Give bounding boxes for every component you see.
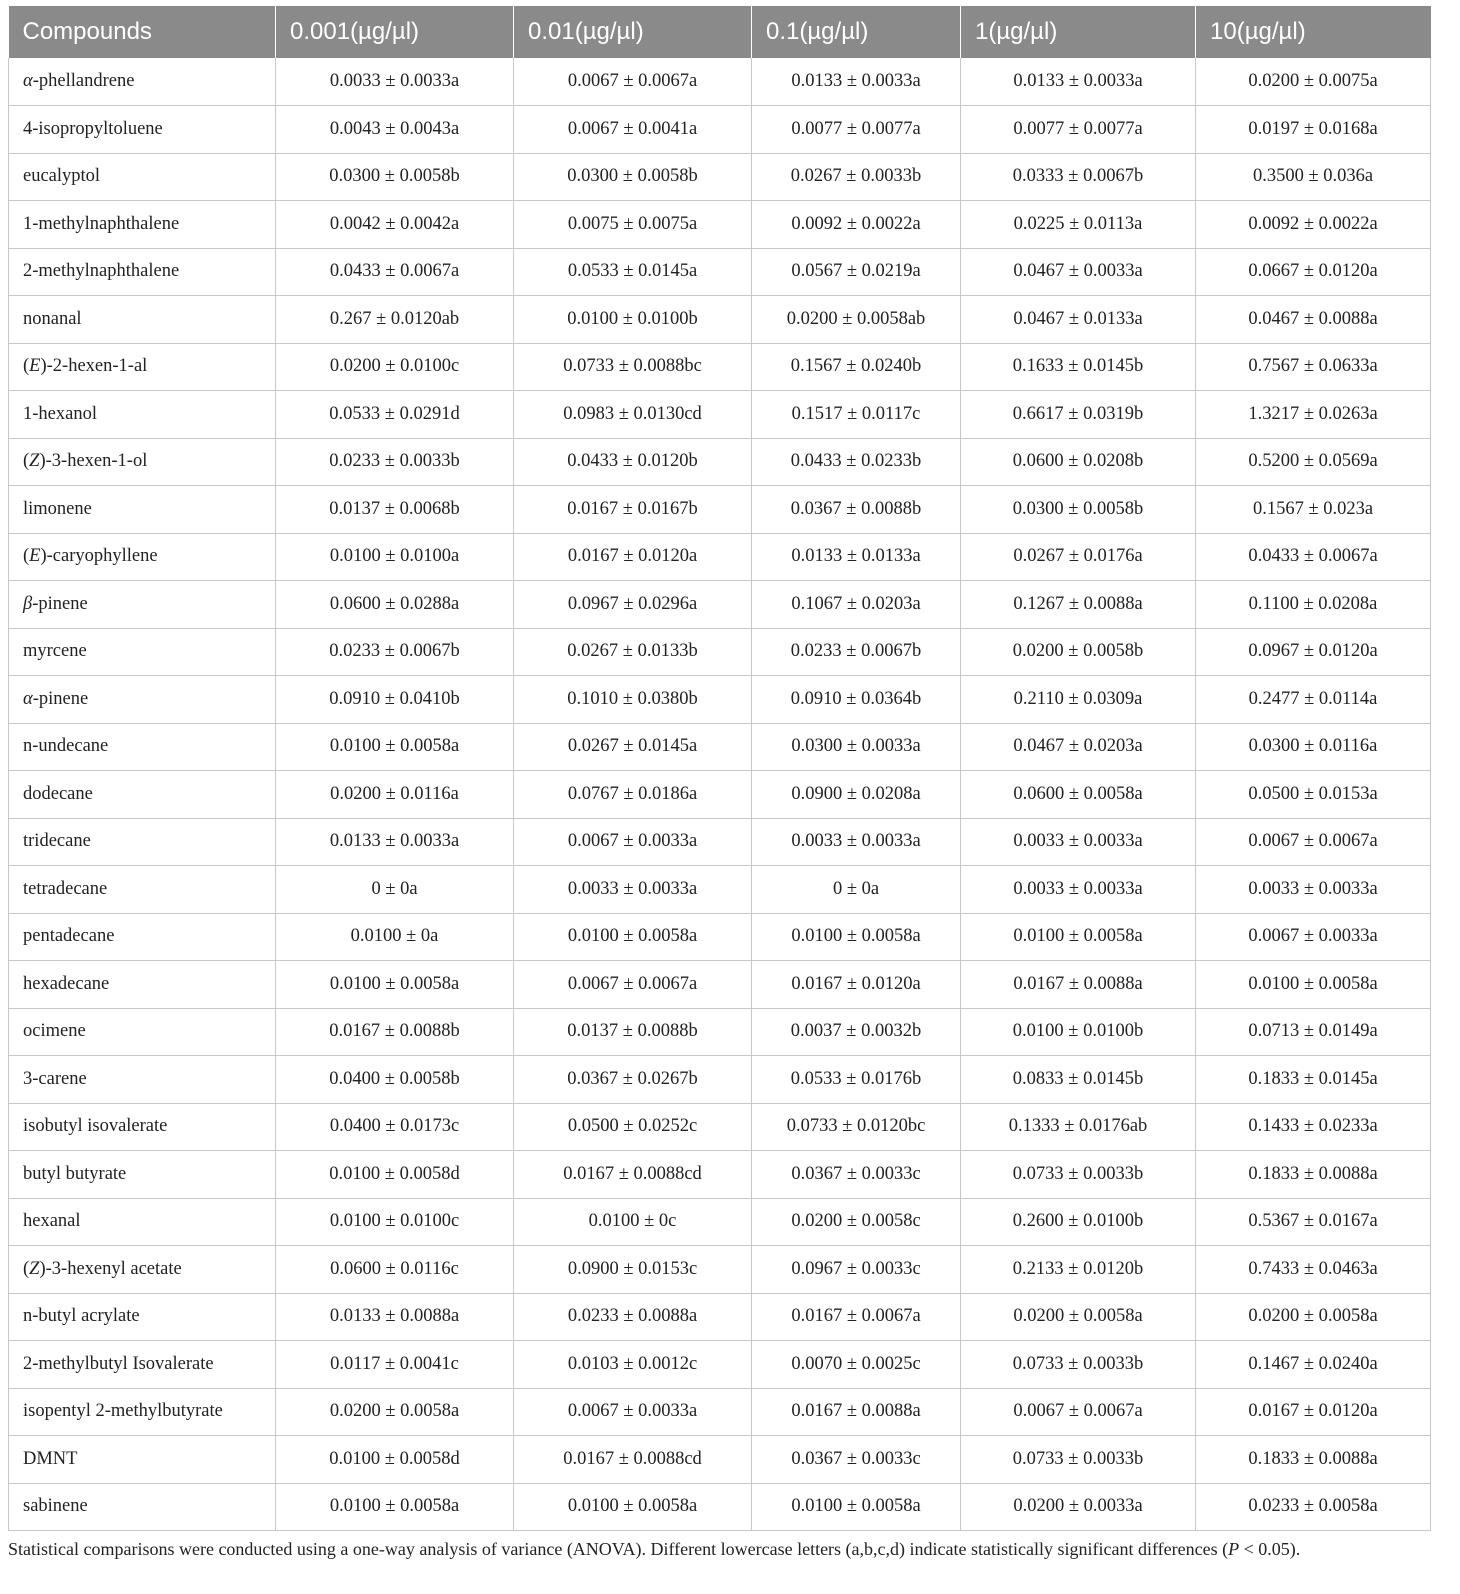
compound-name-cell: pentadecane (9, 913, 276, 961)
value-cell: 0.0367 ± 0.0033c (752, 1436, 961, 1484)
value-cell: 0.0167 ± 0.0120a (752, 961, 961, 1009)
value-cell: 0.0033 ± 0.0033a (276, 58, 514, 106)
value-cell: 0.1567 ± 0.023a (1196, 486, 1431, 534)
value-cell: 0.0037 ± 0.0032b (752, 1008, 961, 1056)
value-cell: 0.6617 ± 0.0319b (961, 391, 1196, 439)
value-cell: 0.0067 ± 0.0041a (514, 106, 752, 154)
table-row (9, 1056, 1431, 1104)
value-cell: 0.0533 ± 0.0176b (752, 1056, 961, 1104)
value-cell: 0.0300 ± 0.0058b (961, 486, 1196, 534)
value-cell: 0.1833 ± 0.0088a (1196, 1151, 1431, 1199)
value-cell: 1.3217 ± 0.0263a (1196, 391, 1431, 439)
value-cell: 0.0200 ± 0.0075a (1196, 58, 1431, 106)
value-cell: 0.0067 ± 0.0067a (514, 961, 752, 1009)
value-cell: 0.1833 ± 0.0088a (1196, 1436, 1431, 1484)
table-row (9, 581, 1431, 629)
value-cell: 0.0733 ± 0.0033b (961, 1341, 1196, 1389)
table-row (9, 1388, 1431, 1436)
value-cell: 0.0100 ± 0.0058a (276, 961, 514, 1009)
table-row (9, 866, 1431, 914)
value-cell: 0.0433 ± 0.0233b (752, 438, 961, 486)
value-cell: 0.0767 ± 0.0186a (514, 771, 752, 819)
value-cell: 0.0600 ± 0.0208b (961, 438, 1196, 486)
value-cell: 0.0267 ± 0.0145a (514, 723, 752, 771)
value-cell: 0.0300 ± 0.0033a (752, 723, 961, 771)
value-cell: 0.5367 ± 0.0167a (1196, 1198, 1431, 1246)
value-cell: 0.0900 ± 0.0153c (514, 1246, 752, 1294)
compound-name-cell: limonene (9, 486, 276, 534)
compound-name-cell: 2-methylbutyl Isovalerate (9, 1341, 276, 1389)
table-row (9, 1103, 1431, 1151)
value-cell: 0.0033 ± 0.0033a (1196, 866, 1431, 914)
table-row (9, 1008, 1431, 1056)
compound-name-cell: (E)-caryophyllene (9, 533, 276, 581)
table-row (9, 58, 1431, 106)
value-cell: 0.0133 ± 0.0088a (276, 1293, 514, 1341)
value-cell: 0.0433 ± 0.0067a (1196, 533, 1431, 581)
value-cell: 0.0067 ± 0.0067a (961, 1388, 1196, 1436)
table-row (9, 1151, 1431, 1199)
value-cell: 0.0200 ± 0.0058a (276, 1388, 514, 1436)
value-cell: 0.0167 ± 0.0088b (276, 1008, 514, 1056)
value-cell: 0.0267 ± 0.0133b (514, 628, 752, 676)
value-cell: 0.0100 ± 0.0058a (276, 723, 514, 771)
value-cell: 0.2110 ± 0.0309a (961, 676, 1196, 724)
value-cell: 0.0100 ± 0.0058a (514, 1483, 752, 1531)
table-row (9, 723, 1431, 771)
value-cell: 0.0137 ± 0.0088b (514, 1008, 752, 1056)
value-cell: 0.2600 ± 0.0100b (961, 1198, 1196, 1246)
value-cell: 0.0167 ± 0.0088cd (514, 1151, 752, 1199)
value-cell: 0.0067 ± 0.0033a (514, 1388, 752, 1436)
value-cell: 0.0067 ± 0.0067a (1196, 818, 1431, 866)
value-cell: 0.0100 ± 0.0058a (276, 1483, 514, 1531)
compound-name-cell: 1-hexanol (9, 391, 276, 439)
table-row (9, 628, 1431, 676)
compound-name-cell: 2-methylnaphthalene (9, 248, 276, 296)
compound-name-cell: 4-isopropyltoluene (9, 106, 276, 154)
value-cell: 0.0233 ± 0.0088a (514, 1293, 752, 1341)
value-cell: 0.1517 ± 0.0117c (752, 391, 961, 439)
value-cell: 0.1333 ± 0.0176ab (961, 1103, 1196, 1151)
value-cell: 0.0200 ± 0.0058c (752, 1198, 961, 1246)
compound-name-cell: nonanal (9, 296, 276, 344)
value-cell: 0.0100 ± 0.0058a (961, 913, 1196, 961)
value-cell: 0.0533 ± 0.0145a (514, 248, 752, 296)
value-cell: 0 ± 0a (276, 866, 514, 914)
value-cell: 0.0733 ± 0.0120bc (752, 1103, 961, 1151)
value-cell: 0.0910 ± 0.0364b (752, 676, 961, 724)
compound-name-cell: α-pinene (9, 676, 276, 724)
value-cell: 0.1433 ± 0.0233a (1196, 1103, 1431, 1151)
compound-name-cell: eucalyptol (9, 153, 276, 201)
value-cell: 0.0100 ± 0.0100b (961, 1008, 1196, 1056)
header-conc-0001: 0.001(µg/µl) (276, 6, 514, 58)
value-cell: 0.7567 ± 0.0633a (1196, 343, 1431, 391)
value-cell: 0.0067 ± 0.0033a (1196, 913, 1431, 961)
value-cell: 0.0200 ± 0.0116a (276, 771, 514, 819)
value-cell: 0.0500 ± 0.0153a (1196, 771, 1431, 819)
table-row (9, 391, 1431, 439)
value-cell: 0.0400 ± 0.0173c (276, 1103, 514, 1151)
value-cell: 0.0467 ± 0.0133a (961, 296, 1196, 344)
compound-name-cell: isopentyl 2-methylbutyrate (9, 1388, 276, 1436)
value-cell: 0.0075 ± 0.0075a (514, 201, 752, 249)
compound-name-cell: 1-methylnaphthalene (9, 201, 276, 249)
value-cell: 0.1267 ± 0.0088a (961, 581, 1196, 629)
value-cell: 0.0967 ± 0.0033c (752, 1246, 961, 1294)
table-row (9, 771, 1431, 819)
value-cell: 0.0333 ± 0.0067b (961, 153, 1196, 201)
value-cell: 0.0077 ± 0.0077a (752, 106, 961, 154)
compound-name-cell: DMNT (9, 1436, 276, 1484)
table-header (9, 6, 1431, 58)
compound-name-cell: hexadecane (9, 961, 276, 1009)
table-footnote: Statistical comparisons were conducted using a one-way analysis of variance (ANOVA). Different lowercase letters (a,b,c,d) indicate statistically significant differences (P < 0.05). (8, 1539, 1301, 1559)
value-cell: 0.0733 ± 0.0033b (961, 1436, 1196, 1484)
value-cell: 0.0133 ± 0.0133a (752, 533, 961, 581)
value-cell: 0.0733 ± 0.0088bc (514, 343, 752, 391)
value-cell: 0.1067 ± 0.0203a (752, 581, 961, 629)
header-compounds: Compounds (9, 6, 276, 58)
value-cell: 0.7433 ± 0.0463a (1196, 1246, 1431, 1294)
value-cell: 0.0300 ± 0.0116a (1196, 723, 1431, 771)
compound-name-cell: tridecane (9, 818, 276, 866)
value-cell: 0.0167 ± 0.0167b (514, 486, 752, 534)
value-cell: 0.0167 ± 0.0088cd (514, 1436, 752, 1484)
compound-name-cell: (Z)-3-hexenyl acetate (9, 1246, 276, 1294)
table-row (9, 486, 1431, 534)
compounds-table (8, 6, 1431, 1531)
compound-name-cell: (E)-2-hexen-1-al (9, 343, 276, 391)
value-cell: 0.0043 ± 0.0043a (276, 106, 514, 154)
value-cell: 0.0667 ± 0.0120a (1196, 248, 1431, 296)
value-cell: 0.0367 ± 0.0033c (752, 1151, 961, 1199)
compound-name-cell: β-pinene (9, 581, 276, 629)
value-cell: 0.0367 ± 0.0088b (752, 486, 961, 534)
value-cell: 0.0567 ± 0.0219a (752, 248, 961, 296)
table-row (9, 961, 1431, 1009)
value-cell: 0.0033 ± 0.0033a (514, 866, 752, 914)
table-row (9, 1246, 1431, 1294)
table-row (9, 1436, 1431, 1484)
value-cell: 0.0133 ± 0.0033a (276, 818, 514, 866)
value-cell: 0.0092 ± 0.0022a (1196, 201, 1431, 249)
table-row (9, 1293, 1431, 1341)
value-cell: 0.0100 ± 0.0058a (1196, 961, 1431, 1009)
table-row (9, 343, 1431, 391)
value-cell: 0.0103 ± 0.0012c (514, 1341, 752, 1389)
header-conc-10: 10(µg/µl) (1196, 6, 1431, 58)
value-cell: 0.5200 ± 0.0569a (1196, 438, 1431, 486)
compound-name-cell: myrcene (9, 628, 276, 676)
compound-name-cell: tetradecane (9, 866, 276, 914)
value-cell: 0.0100 ± 0c (514, 1198, 752, 1246)
value-cell: 0.0200 ± 0.0033a (961, 1483, 1196, 1531)
header-row (9, 6, 1431, 58)
compound-name-cell: (Z)-3-hexen-1-ol (9, 438, 276, 486)
value-cell: 0.0197 ± 0.0168a (1196, 106, 1431, 154)
value-cell: 0.0167 ± 0.0067a (752, 1293, 961, 1341)
value-cell: 0.0033 ± 0.0033a (752, 818, 961, 866)
value-cell: 0.0067 ± 0.0067a (514, 58, 752, 106)
value-cell: 0.0042 ± 0.0042a (276, 201, 514, 249)
value-cell: 0.0400 ± 0.0058b (276, 1056, 514, 1104)
value-cell: 0.1100 ± 0.0208a (1196, 581, 1431, 629)
value-cell: 0.0300 ± 0.0058b (276, 153, 514, 201)
value-cell: 0.0100 ± 0.0058a (514, 913, 752, 961)
value-cell: 0.0225 ± 0.0113a (961, 201, 1196, 249)
compound-name-cell: α-phellandrene (9, 58, 276, 106)
header-conc-001: 0.01(µg/µl) (514, 6, 752, 58)
value-cell: 0.0500 ± 0.0252c (514, 1103, 752, 1151)
table-row (9, 818, 1431, 866)
value-cell: 0.0200 ± 0.0100c (276, 343, 514, 391)
value-cell: 0.0167 ± 0.0120a (1196, 1388, 1431, 1436)
table-row (9, 533, 1431, 581)
value-cell: 0.1633 ± 0.0145b (961, 343, 1196, 391)
value-cell: 0.0983 ± 0.0130cd (514, 391, 752, 439)
value-cell: 0.0033 ± 0.0033a (961, 818, 1196, 866)
value-cell: 0.0233 ± 0.0058a (1196, 1483, 1431, 1531)
value-cell: 0.0100 ± 0.0100a (276, 533, 514, 581)
value-cell: 0.1010 ± 0.0380b (514, 676, 752, 724)
value-cell: 0.0533 ± 0.0291d (276, 391, 514, 439)
value-cell: 0.0200 ± 0.0058a (1196, 1293, 1431, 1341)
compound-name-cell: ocimene (9, 1008, 276, 1056)
compound-name-cell: n-undecane (9, 723, 276, 771)
value-cell: 0.0467 ± 0.0203a (961, 723, 1196, 771)
table-row (9, 1483, 1431, 1531)
table-row (9, 248, 1431, 296)
value-cell: 0.0100 ± 0.0058a (752, 1483, 961, 1531)
compound-name-cell: n-butyl acrylate (9, 1293, 276, 1341)
value-cell: 0.0300 ± 0.0058b (514, 153, 752, 201)
value-cell: 0.0600 ± 0.0058a (961, 771, 1196, 819)
table-row (9, 1198, 1431, 1246)
value-cell: 0.1567 ± 0.0240b (752, 343, 961, 391)
value-cell: 0.0100 ± 0a (276, 913, 514, 961)
value-cell: 0.0233 ± 0.0067b (276, 628, 514, 676)
value-cell: 0.0833 ± 0.0145b (961, 1056, 1196, 1104)
value-cell: 0.3500 ± 0.036a (1196, 153, 1431, 201)
value-cell: 0.0900 ± 0.0208a (752, 771, 961, 819)
value-cell: 0.0433 ± 0.0067a (276, 248, 514, 296)
value-cell: 0.0133 ± 0.0033a (961, 58, 1196, 106)
table-row (9, 106, 1431, 154)
header-conc-1: 1(µg/µl) (961, 6, 1196, 58)
compound-name-cell: 3-carene (9, 1056, 276, 1104)
value-cell: 0.0200 ± 0.0058a (961, 1293, 1196, 1341)
compound-name-cell: hexanal (9, 1198, 276, 1246)
value-cell: 0.0967 ± 0.0296a (514, 581, 752, 629)
value-cell: 0.0100 ± 0.0100b (514, 296, 752, 344)
table-row (9, 438, 1431, 486)
value-cell: 0.0100 ± 0.0058d (276, 1436, 514, 1484)
table-row (9, 913, 1431, 961)
value-cell: 0.0733 ± 0.0033b (961, 1151, 1196, 1199)
value-cell: 0.0367 ± 0.0267b (514, 1056, 752, 1104)
table-row (9, 1341, 1431, 1389)
value-cell: 0.0267 ± 0.0033b (752, 153, 961, 201)
value-cell: 0.0092 ± 0.0022a (752, 201, 961, 249)
header-conc-01: 0.1(µg/µl) (752, 6, 961, 58)
table-body (9, 58, 1431, 1531)
value-cell: 0.0600 ± 0.0116c (276, 1246, 514, 1294)
value-cell: 0.0467 ± 0.0088a (1196, 296, 1431, 344)
value-cell: 0.1833 ± 0.0145a (1196, 1056, 1431, 1104)
value-cell: 0.0967 ± 0.0120a (1196, 628, 1431, 676)
value-cell: 0.0067 ± 0.0033a (514, 818, 752, 866)
value-cell: 0.0167 ± 0.0088a (752, 1388, 961, 1436)
compound-name-cell: sabinene (9, 1483, 276, 1531)
value-cell: 0.0433 ± 0.0120b (514, 438, 752, 486)
data-table-container (8, 6, 1430, 1531)
value-cell: 0.0713 ± 0.0149a (1196, 1008, 1431, 1056)
value-cell: 0.0200 ± 0.0058b (961, 628, 1196, 676)
value-cell: 0.0133 ± 0.0033a (752, 58, 961, 106)
value-cell: 0.0200 ± 0.0058ab (752, 296, 961, 344)
value-cell: 0.0100 ± 0.0100c (276, 1198, 514, 1246)
value-cell: 0.0033 ± 0.0033a (961, 866, 1196, 914)
value-cell: 0.0233 ± 0.0033b (276, 438, 514, 486)
value-cell: 0.0077 ± 0.0077a (961, 106, 1196, 154)
value-cell: 0.0100 ± 0.0058d (276, 1151, 514, 1199)
table-row (9, 296, 1431, 344)
value-cell: 0.2133 ± 0.0120b (961, 1246, 1196, 1294)
value-cell: 0.1467 ± 0.0240a (1196, 1341, 1431, 1389)
value-cell: 0.0117 ± 0.0041c (276, 1341, 514, 1389)
value-cell: 0.2477 ± 0.0114a (1196, 676, 1431, 724)
value-cell: 0.0100 ± 0.0058a (752, 913, 961, 961)
compound-name-cell: dodecane (9, 771, 276, 819)
value-cell: 0.0233 ± 0.0067b (752, 628, 961, 676)
value-cell: 0 ± 0a (752, 866, 961, 914)
compound-name-cell: isobutyl isovalerate (9, 1103, 276, 1151)
value-cell: 0.0910 ± 0.0410b (276, 676, 514, 724)
value-cell: 0.0137 ± 0.0068b (276, 486, 514, 534)
table-row (9, 676, 1431, 724)
value-cell: 0.267 ± 0.0120ab (276, 296, 514, 344)
value-cell: 0.0600 ± 0.0288a (276, 581, 514, 629)
value-cell: 0.0467 ± 0.0033a (961, 248, 1196, 296)
value-cell: 0.0070 ± 0.0025c (752, 1341, 961, 1389)
value-cell: 0.0167 ± 0.0120a (514, 533, 752, 581)
table-row (9, 201, 1431, 249)
value-cell: 0.0267 ± 0.0176a (961, 533, 1196, 581)
value-cell: 0.0167 ± 0.0088a (961, 961, 1196, 1009)
table-row (9, 153, 1431, 201)
compound-name-cell: butyl butyrate (9, 1151, 276, 1199)
